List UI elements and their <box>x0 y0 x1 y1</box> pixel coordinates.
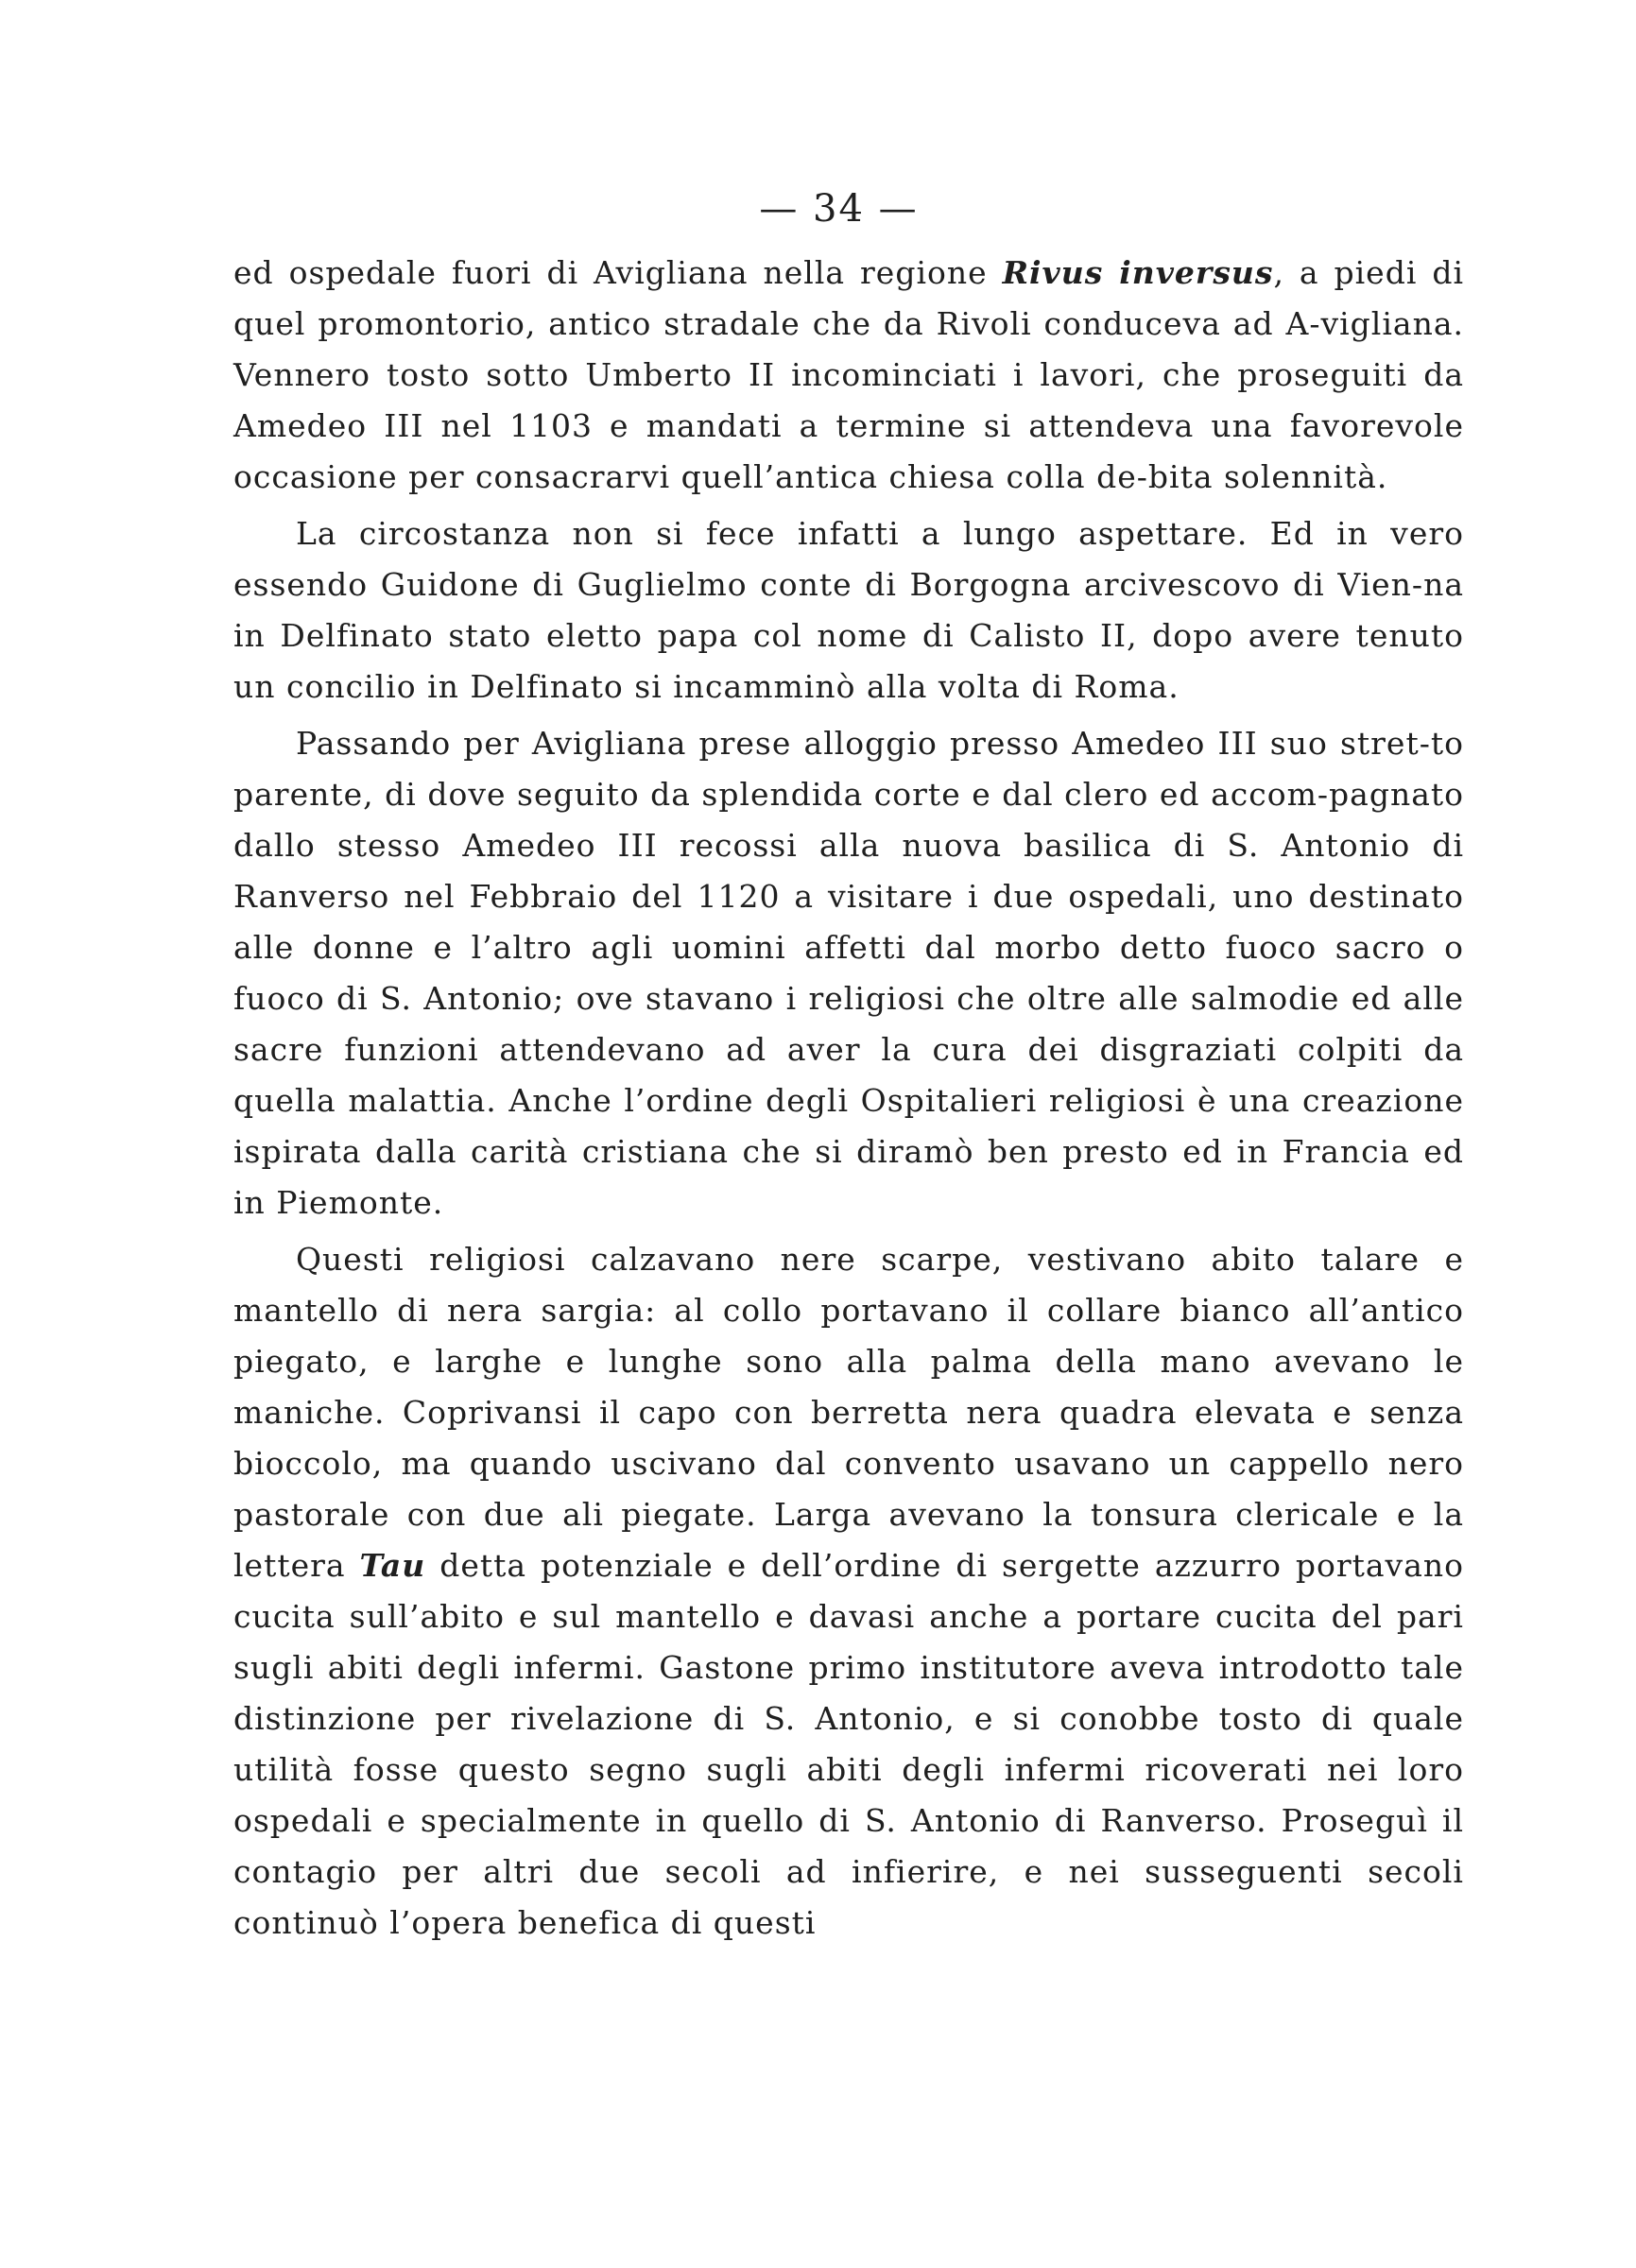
paragraph-1-text-a: ed ospedale fuori di Avigliana nella regione <box>233 254 1003 291</box>
latin-term-rivus-inversus: Rivus inversus <box>1002 254 1274 291</box>
term-tau: Tau <box>359 1547 426 1584</box>
paragraph-1 <box>233 248 1464 503</box>
paragraph-4-text-a: Questi religiosi calzavano nere scarpe, vestivano abito talare e mantello di nera sargia: al collo portavano il collare bianco all’antico piegato, e larghe e lunghe sono alla palma della mano avevano le maniche. Coprivansi il capo con berretta nera quadra elevata e senza bioccolo, ma quando uscivano dal convento usavano un cappello nero pastorale con due ali piegate. Larga avevano la tonsura clericale e la lettera <box>233 1241 1464 1584</box>
body-text <box>233 248 1464 1949</box>
paragraph-4-text-b: detta potenziale e dell’ordine di sergette azzurro portavano cucita sull’abito e sul mantello e davasi anche a portare cucita del pari sugli abiti degli infermi. Gastone primo institutore aveva introdotto tale distinzione per rivelazione di S. Antonio, e si conobbe tosto di quale utilità fosse questo segno sugli abiti degli infermi ricoverati nei loro ospedali e specialmente in quello di S. Antonio di Ranverso. Proseguì il contagio per altri due secoli ad infierire, e nei susseguenti secoli continuò l’opera benefica di questi <box>233 1547 1464 1941</box>
paragraph-2: La circostanza non si fece infatti a lungo aspettare. Ed in vero essendo Guidone di Guglielmo conte di Borgogna arcivescovo di Vien-na in Delfinato stato eletto papa col nome di Calisto II, dopo avere tenuto un concilio in Delfinato si incamminò alla volta di Roma. <box>233 515 1464 705</box>
paragraph-1-text-b: , a piedi di quel promontorio, antico stradale che da Rivoli conduceva ad A-vigliana. Vennero tosto sotto Umberto II incominciati i lavori, che proseguiti da Amedeo III nel 1103 e mandati a termine si attendeva una favorevole occasione per consacrarvi quell’antica chiesa colla de-bita solennità. <box>233 254 1464 495</box>
paragraph-4 <box>233 1234 1464 1949</box>
page-number: — 34 — <box>759 187 919 231</box>
paragraph-3: Passando per Avigliana prese alloggio presso Amedeo III suo stret-to parente, di dove seguito da splendida corte e dal clero ed accom-pagnato dallo stesso Amedeo III recossi alla nuova basilica di S. Antonio di Ranverso nel Febbraio del 1120 a visitare i due ospedali, uno destinato alle donne e l’altro agli uomini affetti dal morbo detto fuoco sacro o fuoco di S. Antonio; ove stavano i religiosi che oltre alle salmodie ed alle sacre funzioni attendevano ad aver la cura dei disgraziati colpiti da quella malattia. Anche l’ordine degli Ospitalieri religiosi è una creazione ispirata dalla carità cristiana che si diramò ben presto ed in Francia ed in Piemonte. <box>233 725 1464 1221</box>
